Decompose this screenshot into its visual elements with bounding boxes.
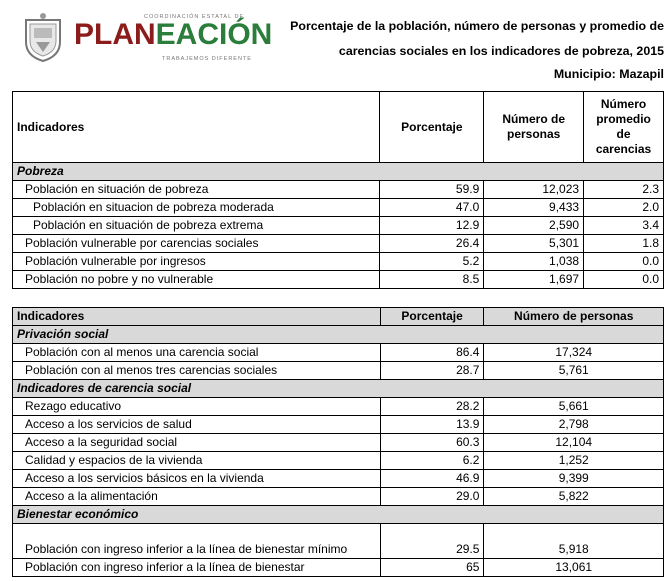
row-personas: 1,697 xyxy=(484,271,584,289)
report-title-line2: carencias sociales en los indicadores de pobreza, 2015 xyxy=(338,44,664,58)
section-title-privacion: Privación social xyxy=(13,326,664,344)
row-pct: 5.2 xyxy=(380,253,484,271)
row-label: Población con ingreso inferior a la línea de bienestar mínimo xyxy=(13,524,381,559)
brand-top-text: COORDINACIÓN ESTATAL DE xyxy=(144,14,245,20)
table-row xyxy=(13,452,664,470)
row-pct: 60.3 xyxy=(380,434,484,452)
table-row xyxy=(13,181,664,199)
row-personas: 9,433 xyxy=(484,199,584,217)
row-pct: 47.0 xyxy=(380,199,484,217)
row-carencias: 2.0 xyxy=(584,199,664,217)
row-personas: 13,061 xyxy=(484,559,664,577)
col-header-porcentaje: Porcentaje xyxy=(380,308,484,326)
row-pct: 59.9 xyxy=(380,181,484,199)
table-row xyxy=(13,488,664,506)
table-row xyxy=(13,434,664,452)
row-pct: 46.9 xyxy=(380,470,484,488)
col-header-indicadores: Indicadores xyxy=(13,92,380,163)
row-label: Población en situación de pobreza extrema xyxy=(13,217,380,235)
section-row xyxy=(13,326,664,344)
brand-tagline: TRABAJEMOS DIFERENTE xyxy=(162,56,252,62)
col-header-porcentaje: Porcentaje xyxy=(380,92,484,163)
row-label: Población vulnerable por ingresos xyxy=(13,253,380,271)
row-carencias: 0.0 xyxy=(584,253,664,271)
row-label: Población en situacion de pobreza moderada xyxy=(13,199,380,217)
row-label: Calidad y espacios de la vivienda xyxy=(13,452,381,470)
row-carencias: 0.0 xyxy=(584,271,664,289)
row-personas: 12,023 xyxy=(484,181,584,199)
row-label: Acceso a la seguridad social xyxy=(13,434,381,452)
row-pct: 8.5 xyxy=(380,271,484,289)
table-row xyxy=(13,199,664,217)
table-row xyxy=(13,524,664,559)
table-row xyxy=(13,253,664,271)
row-pct: 86.4 xyxy=(380,344,484,362)
row-label: Población no pobre y no vulnerable xyxy=(13,271,380,289)
row-personas: 1,038 xyxy=(484,253,584,271)
table-header-row xyxy=(13,308,664,326)
row-personas: 2,590 xyxy=(484,217,584,235)
row-label: Acceso a los servicios básicos en la vivienda xyxy=(13,470,381,488)
row-label: Población con al menos una carencia social xyxy=(13,344,381,362)
table-row xyxy=(13,416,664,434)
col-header-carencias: Número promedio de carencias xyxy=(584,92,664,163)
table-row xyxy=(13,470,664,488)
row-personas: 5,661 xyxy=(484,398,664,416)
pobreza-table xyxy=(12,91,664,289)
row-label: Acceso a los servicios de salud xyxy=(13,416,381,434)
section-title-pobreza: Pobreza xyxy=(13,163,664,181)
row-carencias: 3.4 xyxy=(584,217,664,235)
report-title-line1: Porcentaje de la población, número de personas y promedio de xyxy=(290,19,664,33)
table-row xyxy=(13,235,664,253)
row-carencias: 1.8 xyxy=(584,235,664,253)
row-personas: 5,822 xyxy=(484,488,664,506)
section-row xyxy=(13,380,664,398)
row-pct: 29.0 xyxy=(380,488,484,506)
table-row xyxy=(13,559,664,577)
report-header xyxy=(0,0,670,88)
row-pct: 65 xyxy=(380,559,484,577)
row-personas: 5,918 xyxy=(484,524,664,559)
planeacion-logo xyxy=(22,12,282,62)
row-carencias: 2.3 xyxy=(584,181,664,199)
row-pct: 26.4 xyxy=(380,235,484,253)
row-personas: 2,798 xyxy=(484,416,664,434)
table-row xyxy=(13,217,664,235)
row-pct: 13.9 xyxy=(380,416,484,434)
table-row xyxy=(13,344,664,362)
row-pct: 12.9 xyxy=(380,217,484,235)
section-title-carencia: Indicadores de carencia social xyxy=(13,380,664,398)
table-row xyxy=(13,398,664,416)
table-header-row xyxy=(13,92,664,163)
row-label: Población vulnerable por carencias sociales xyxy=(13,235,380,253)
row-personas: 5,761 xyxy=(484,362,664,380)
section-row xyxy=(13,163,664,181)
carencias-table xyxy=(12,307,664,577)
row-personas: 1,252 xyxy=(484,452,664,470)
row-pct: 6.2 xyxy=(380,452,484,470)
section-row xyxy=(13,506,664,524)
brand-name: PLANEACIÓN xyxy=(74,18,273,51)
row-personas: 5,301 xyxy=(484,235,584,253)
section-title-bienestar: Bienestar económico xyxy=(13,506,664,524)
table-row xyxy=(13,362,664,380)
col-header-indicadores: Indicadores xyxy=(13,308,381,326)
col-header-personas: Número de personas xyxy=(484,92,584,163)
row-label: Población con ingreso inferior a la línea de bienestar xyxy=(13,559,381,577)
row-personas: 17,324 xyxy=(484,344,664,362)
row-label: Acceso a la alimentación xyxy=(13,488,381,506)
row-label: Población en situación de pobreza xyxy=(13,181,380,199)
municipio-label: Municipio: Mazapil xyxy=(553,67,664,81)
row-pct: 28.7 xyxy=(380,362,484,380)
col-header-personas: Número de personas xyxy=(484,308,664,326)
row-label: Rezago educativo xyxy=(13,398,381,416)
table-row xyxy=(13,271,664,289)
row-pct: 28.2 xyxy=(380,398,484,416)
row-personas: 9,399 xyxy=(484,470,664,488)
row-personas: 12,104 xyxy=(484,434,664,452)
row-label: Población con al menos tres carencias sociales xyxy=(13,362,381,380)
row-pct: 29.5 xyxy=(380,524,484,559)
state-seal-icon xyxy=(22,12,64,62)
